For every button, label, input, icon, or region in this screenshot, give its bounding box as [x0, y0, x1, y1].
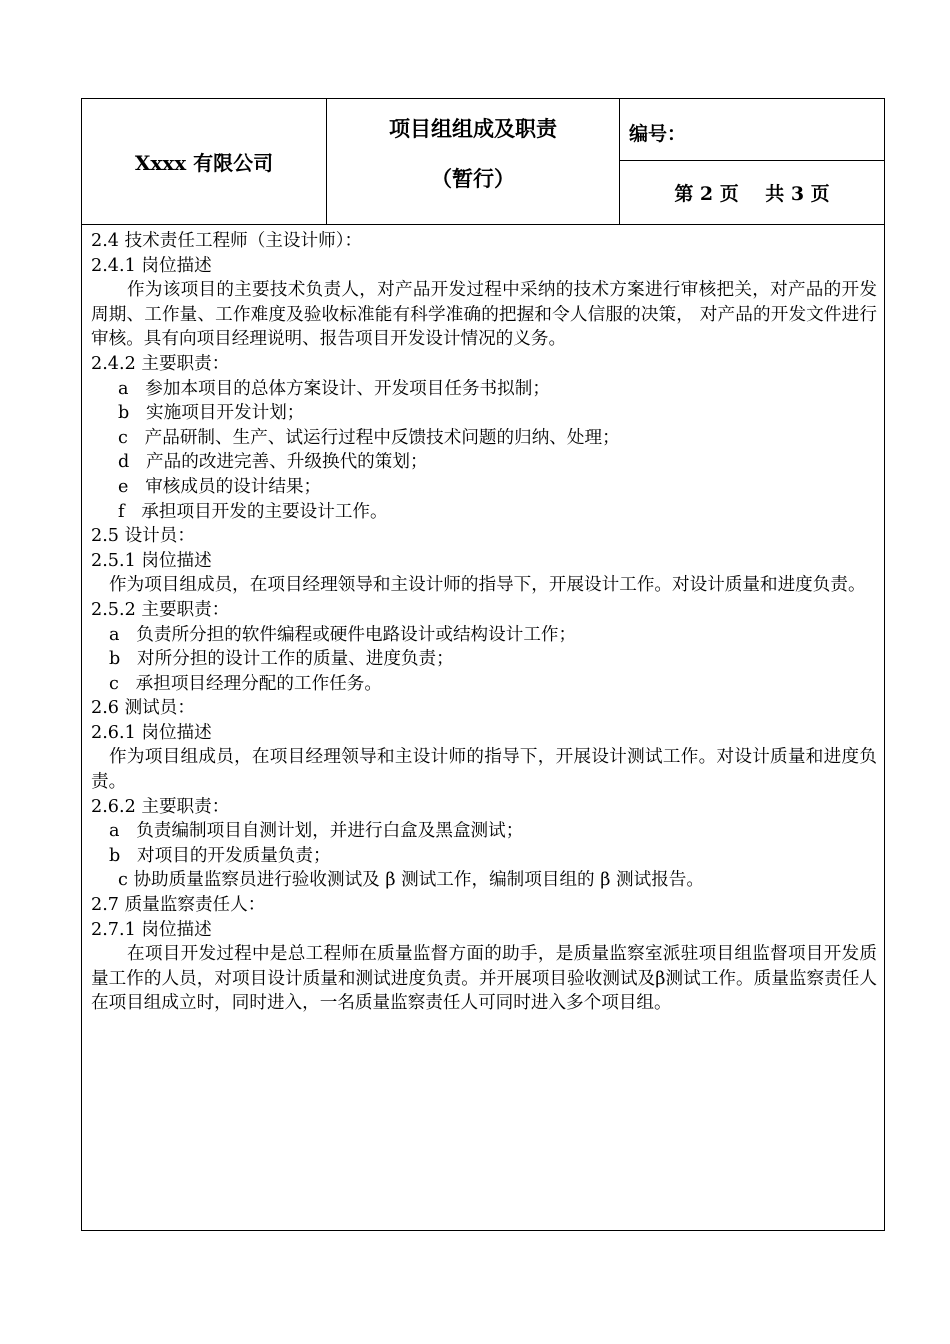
list-item: f 承担项目开发的主要设计工作。: [118, 501, 388, 522]
list-item: c 产品研制、生产、试运行过程中反馈技术问题的归纳、处理；: [118, 427, 620, 448]
list-item: e 审核成员的设计结果；: [118, 476, 322, 497]
section-heading: 2.6 测试员：: [91, 698, 195, 719]
subsection-heading: 2.7.1 岗位描述: [91, 919, 212, 940]
document-body: [91, 229, 877, 1016]
document-number-cell: [620, 99, 884, 161]
list-item: b 实施项目开发计划；: [118, 403, 305, 424]
paragraph: 在项目开发过程中是总工程师在质量监督方面的助手，是质量监察室派驻项目组监督项目开发质量工作的人员，对项目设计质量和测试进度负责。并开展项目验收测试及β测试工作。质量监察责任人在项目组成立时，同时进入，一名质量监察责任人可同时进入多个项目组。: [91, 944, 877, 1014]
paragraph: 作为项目组成员，在项目经理领导和主设计师的指导下，开展设计测试工作。对设计质量和进度负责。: [91, 747, 877, 793]
list-item: a 参加本项目的总体方案设计、开发项目任务书拟制；: [118, 378, 550, 399]
paragraph: 作为该项目的主要技术负责人，对产品开发过程中采纳的技术方案进行审核把关，对产品的开发周期、工作量、工作难度及验收标准能有科学准确的把握和令人信服的决策， 对产品的开发文件进行审核。具有向项目经理说明、报告项目开发设计情况的义务。: [91, 280, 877, 350]
subsection-heading: 2.5.1 岗位描述: [91, 550, 212, 571]
document-form-frame: [81, 98, 885, 1231]
company-name: Xxxx 有限公司: [82, 99, 327, 224]
section-heading: 2.4 技术责任工程师（主设计师）：: [91, 231, 363, 251]
document-subtitle: （暂行）: [431, 166, 515, 191]
page-info: 第 2 页 共 3 页: [674, 183, 830, 205]
list-item: b 对所分担的设计工作的质量、进度负责；: [109, 649, 454, 670]
subsection-heading: 2.5.2 主要职责：: [91, 599, 230, 620]
list-item: a 负责所分担的软件编程或硬件电路设计或结构设计工作；: [109, 624, 577, 645]
paragraph: 作为项目组成员，在项目经理领导和主设计师的指导下，开展设计工作。对设计质量和进度负责。: [109, 575, 866, 596]
subsection-heading: 2.4.1 岗位描述: [91, 255, 212, 276]
document-title-cell: [327, 99, 620, 224]
subsection-heading: 2.6.2 主要职责：: [91, 796, 230, 817]
form-header: [82, 99, 884, 225]
subsection-heading: 2.6.1 岗位描述: [91, 722, 212, 743]
document-title: 项目组组成及职责: [389, 116, 557, 141]
list-item: c 承担项目经理分配的工作任务。: [109, 673, 382, 694]
list-item: b 对项目的开发质量负责；: [109, 845, 331, 866]
subsection-heading: 2.4.2 主要职责：: [91, 353, 230, 374]
document-number-label: 编号：: [629, 123, 687, 145]
list-item: c 协助质量监察员进行验收测试及 β 测试工作，编制项目组的 β 测试报告。: [118, 870, 704, 891]
list-item: a 负责编制项目自测计划，并进行白盒及黑盒测试；: [109, 821, 524, 842]
section-heading: 2.7 质量监察责任人：: [91, 895, 266, 916]
section-heading: 2.5 设计员：: [91, 526, 195, 547]
list-item: d 产品的改进完善、升级换代的策划；: [118, 452, 428, 473]
